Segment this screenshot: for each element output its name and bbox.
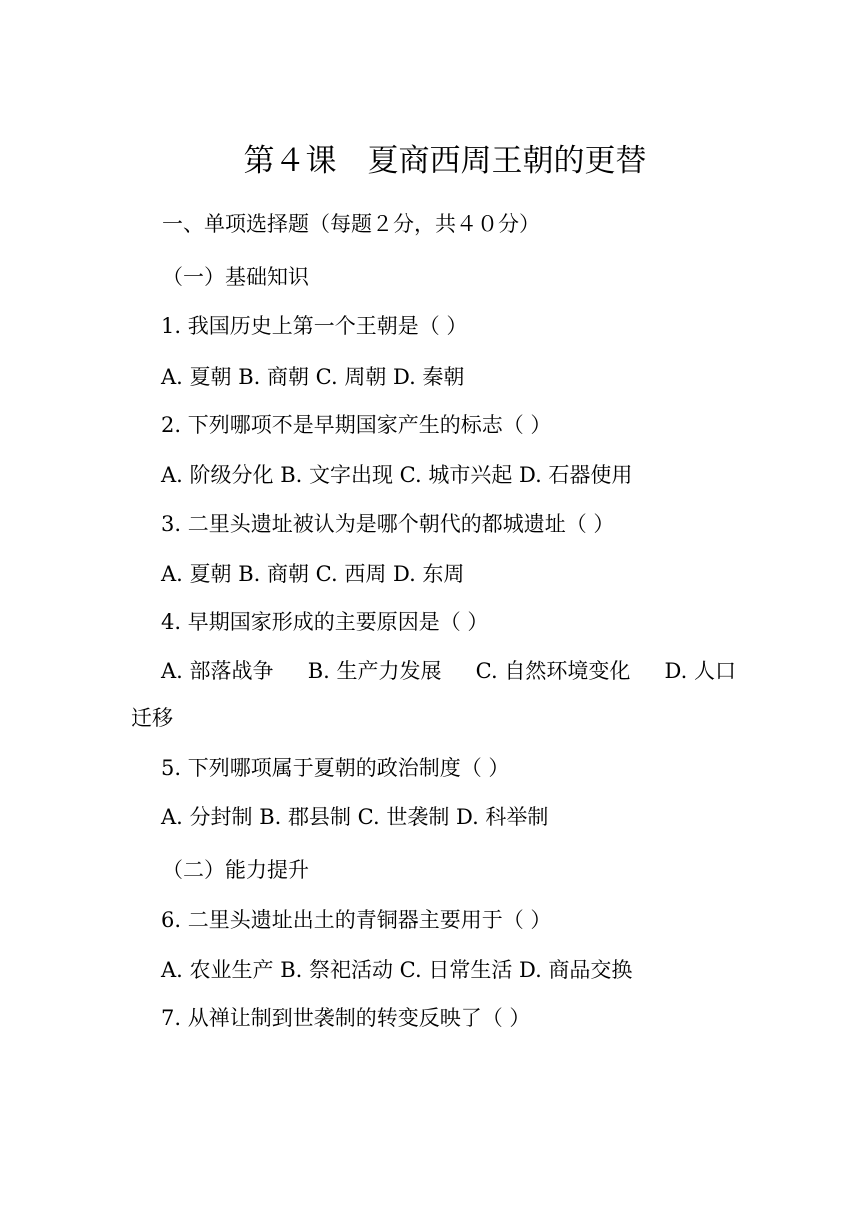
question-5-options: A. 分封制 B. 郡县制 C. 世袭制 D. 科举制 xyxy=(161,805,549,829)
question-2-options: A. 阶级分化 B. 文字出现 C. 城市兴起 D. 石器使用 xyxy=(161,463,633,487)
question-4-option-a: A. 部落战争 xyxy=(161,659,274,683)
question-3-options: A. 夏朝 B. 商朝 C. 西周 D. 东周 xyxy=(161,562,465,586)
question-4-option-c: C. 自然环境变化 xyxy=(475,659,631,683)
group-label-advanced: （二）能力提升 xyxy=(162,858,309,882)
section-heading: 一、单项选择题（每题２分，共４０分） xyxy=(162,212,540,236)
page-title: 第４课 夏商西周王朝的更替 xyxy=(243,143,647,179)
question-6-options: A. 农业生产 B. 祭祀活动 C. 日常生活 D. 商品交换 xyxy=(161,958,633,982)
question-1-options: A. 夏朝 B. 商朝 C. 周朝 D. 秦朝 xyxy=(161,365,465,389)
question-4-option-d: D. 人口 xyxy=(664,659,736,683)
question-4-option-wrap: 迁移 xyxy=(131,706,173,730)
question-1-stem: 1. 我国历史上第一个王朝是（ ） xyxy=(161,314,468,338)
question-3-stem: 3. 二里头遗址被认为是哪个朝代的都城遗址（ ） xyxy=(161,512,615,536)
question-7-stem: 7. 从禅让制到世袭制的转变反映了（ ） xyxy=(161,1006,531,1030)
question-4-option-b: B. 生产力发展 xyxy=(307,659,442,683)
question-4-options xyxy=(161,656,736,686)
group-label-basic: （一）基础知识 xyxy=(162,265,309,289)
question-4-stem: 4. 早期国家形成的主要原因是（ ） xyxy=(161,610,489,634)
question-2-stem: 2. 下列哪项不是早期国家产生的标志（ ） xyxy=(161,413,552,437)
question-5-stem: 5. 下列哪项属于夏朝的政治制度（ ） xyxy=(161,756,510,780)
question-6-stem: 6. 二里头遗址出土的青铜器主要用于（ ） xyxy=(161,908,552,932)
